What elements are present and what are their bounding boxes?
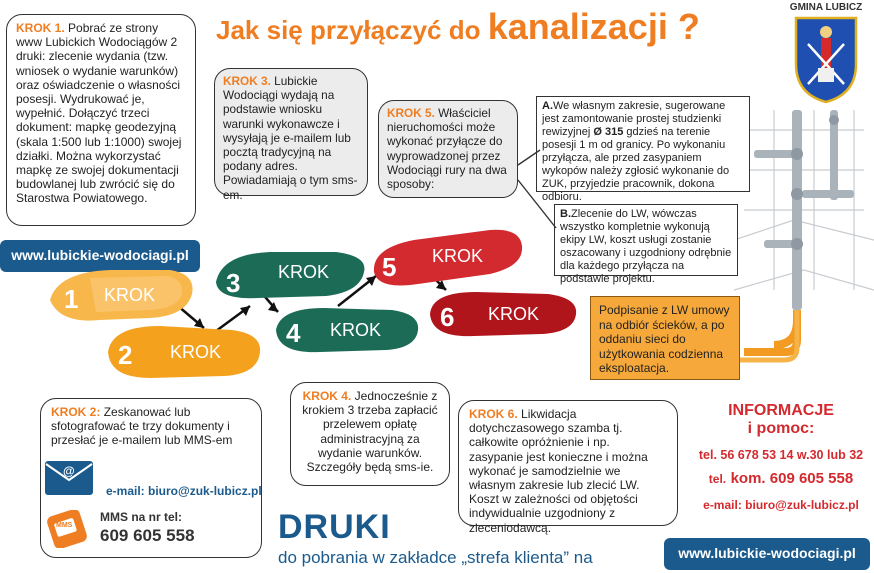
info-mobile-line <box>690 470 872 488</box>
step4-heading: KROK 4. <box>302 389 352 403</box>
info-mobile-prefix: tel. <box>708 472 727 486</box>
email-contact[interactable]: e-mail: biuro@zuk-lubicz.pl <box>106 484 262 498</box>
footprint-3 <box>216 252 364 298</box>
step6-bubble <box>458 400 678 535</box>
title-highlight: kanalizacji ? <box>487 6 700 47</box>
crest-label: GMINA LUBICZ <box>789 2 863 13</box>
info-email[interactable]: e-mail: biuro@zuk-lubicz.pl <box>703 498 859 512</box>
footprint-2 <box>108 326 260 378</box>
footprint-5-number: 5 <box>382 252 397 282</box>
footprint-3-number: 3 <box>226 268 241 298</box>
step1-text: Pobrać ze strony www Lubickich Wodociągów 2 druki: zlecenie wydania (tzw. wniosek o wydanie warunków) oraz oświadczenie o własności posesji. Wydrukować je, wypełnić. Dołączyć trzeci dokument: mapkę geodezyjną (skala 1:500 lub 1:1000) swojej działki. Można wykorzystać mapkę ze swojej dokumentacji budowlanej lub zwrócić się do Starostwa Powiatowego. <box>16 21 182 206</box>
step6-heading: KROK 6. <box>469 407 518 421</box>
step3-text: Lubickie Wodociągi wydają na podstawie wniosku warunki wykonawcze i wysyłają je e-mailem lub pocztą tradycyjną na podany adres. Powiadamiają o tym sms-em. <box>223 74 358 202</box>
option-a-text2: gdzieś na terenie posesji 1 m od granicy. Po wykonaniu przyłącza, ale przed zasypaniem wykopów należy zgłosić wykonanie do ZUK, przyjedzie pracownik, dokona odbioru. <box>542 126 730 203</box>
footprint-6 <box>430 292 576 336</box>
email-at-symbol: @ <box>63 464 75 478</box>
option-a-diameter: Ø 315 <box>593 126 624 138</box>
footprint-1-number: 1 <box>64 284 79 314</box>
info-mobile[interactable]: kom. 609 605 558 <box>730 470 854 487</box>
mms-phone-icon <box>44 510 90 548</box>
step1-heading: KROK 1. <box>16 21 65 35</box>
footprint-6-label: KROK <box>488 304 540 324</box>
footprint-6-number: 6 <box>440 302 455 332</box>
info-title: INFORMACJE <box>728 402 834 419</box>
druki-subtitle: do pobrania w zakładce „strefa klienta” na <box>278 548 593 567</box>
option-a-text1: We własnym zakresie, sugerowane jest zamontowanie prostej studzienki rewizyjnej <box>542 100 726 138</box>
final-step-text: Podpisanie z LW umowy na odbiór ścieków, a po oddaniu sieci do użytkowania codzienna eksploatacja. <box>599 303 730 375</box>
step6-text: Likwidacja dotychczasowego szamba tj. całkowite opróżnienie i np. zasypanie jest konieczne i można wykonać je samodzielnie we własnym zakresie lub zlecić LW. Koszt w zależności od objętości indywidualnie uzgodniony z zleceniodawcą. <box>469 407 648 535</box>
mms-icon-label: MMS <box>56 522 73 529</box>
step5-text: Właściciel nieruchomości może wykonać przyłącze do wyprowadzonej przez Wodociągi rury na dwa sposoby: <box>387 106 507 192</box>
footprint-1-label: KROK <box>104 285 156 305</box>
option-b-heading: B. <box>560 208 571 220</box>
title-prefix: Jak się przyłączyć do <box>216 15 488 45</box>
website-link-left[interactable]: www.lubickie-wodociagi.pl <box>0 240 200 272</box>
mms-label: MMS na nr tel: <box>100 510 183 524</box>
step2-heading: KROK 2: <box>51 405 101 419</box>
email-envelope-icon <box>44 460 94 496</box>
option-b-text: Zlecenie do LW, wówczas wszystko kompletnie wykonują ekipy LW, koszt usługi zostanie oszacowany i uzgodniony odrębnie dla każdego przyłącza na podstawie projektu. <box>560 208 732 285</box>
footprint-3-label: KROK <box>278 262 330 282</box>
step4-text: Jednocześnie z krokiem 3 trzeba zapłacić przelewem opłatę administracyjną za wydanie warunków. Szczegóły będą sms-ie. <box>302 389 438 475</box>
option-a-heading: A. <box>542 100 553 112</box>
step3-heading: KROK 3. <box>223 74 271 88</box>
website-link-right[interactable]: www.lubickie-wodociagi.pl <box>664 538 870 570</box>
info-phone[interactable]: tel. 56 678 53 14 w.30 lub 32 <box>698 448 864 462</box>
step5-heading: KROK 5. <box>387 106 435 120</box>
footprint-4-number: 4 <box>286 318 301 348</box>
footprint-5-label: KROK <box>432 246 484 266</box>
step2-text: Zeskanować lub sfotografować te trzy dokumenty i przesłać je e-mailem lub MMS-em <box>51 405 233 448</box>
footprint-4 <box>276 308 418 352</box>
info-block <box>690 402 872 532</box>
step4-bubble <box>290 382 450 486</box>
info-subtitle: i pomoc: <box>747 420 815 437</box>
footprint-2-label: KROK <box>170 342 222 362</box>
druki-title: DRUKI <box>278 508 391 546</box>
footprint-2-number: 2 <box>118 340 133 370</box>
footprint-1 <box>50 270 193 321</box>
footprint-4-label: KROK <box>330 320 382 340</box>
mms-number[interactable]: 609 605 558 <box>100 526 195 545</box>
footprint-5 <box>374 230 522 286</box>
